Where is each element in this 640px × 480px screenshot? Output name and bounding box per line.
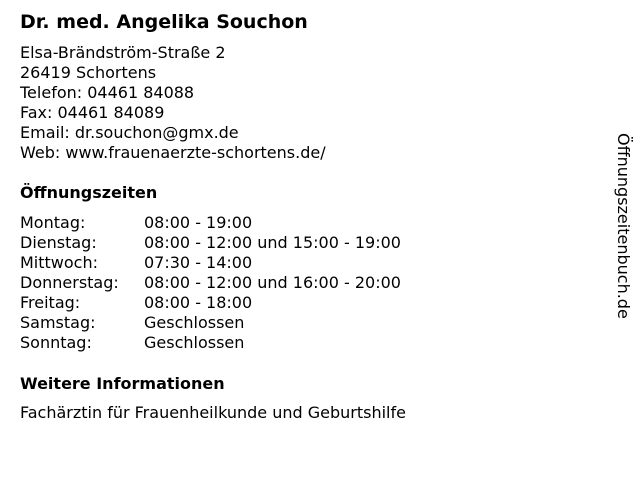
hours-row-sunday: [20, 333, 401, 353]
info-heading: Weitere Informationen: [20, 374, 225, 393]
hours-time: 08:00 - 18:00: [144, 293, 253, 312]
hours-time: 07:30 - 14:00: [144, 253, 253, 272]
hours-day: Dienstag:: [20, 233, 97, 252]
opening-hours-table: [20, 213, 401, 353]
watermark-text: Öffnungszeitenbuch.de: [614, 133, 633, 319]
address-city: 26419 Schortens: [20, 63, 157, 82]
address-street: Elsa-Brändström-Straße 2: [20, 43, 226, 62]
hours-row-saturday: [20, 313, 401, 333]
contact-block: [20, 43, 326, 163]
hours-day: Montag:: [20, 213, 86, 232]
hours-row-monday: [20, 213, 401, 233]
hours-row-tuesday: [20, 233, 401, 253]
fax-number: Fax: 04461 84089: [20, 103, 165, 122]
hours-day: Freitag:: [20, 293, 81, 312]
hours-time: 08:00 - 19:00: [144, 213, 253, 232]
hours-time: Geschlossen: [144, 313, 245, 332]
hours-day: Donnerstag:: [20, 273, 119, 292]
info-text: Fachärztin für Frauenheilkunde und Geburtshilfe: [20, 403, 406, 422]
hours-time: Geschlossen: [144, 333, 245, 352]
doctor-name: Dr. med. Angelika Souchon: [20, 11, 308, 33]
hours-day: Sonntag:: [20, 333, 92, 352]
phone-number: Telefon: 04461 84088: [20, 83, 195, 102]
website-link: Web: www.frauenaerzte-schortens.de/: [20, 143, 326, 162]
hours-row-wednesday: [20, 253, 401, 273]
hours-day: Mittwoch:: [20, 253, 98, 272]
hours-row-thursday: [20, 273, 401, 293]
hours-day: Samstag:: [20, 313, 96, 332]
hours-heading: Öffnungszeiten: [20, 183, 158, 202]
email-address: Email: dr.souchon@gmx.de: [20, 123, 239, 142]
hours-time: 08:00 - 12:00 und 16:00 - 20:00: [144, 273, 401, 292]
hours-time: 08:00 - 12:00 und 15:00 - 19:00: [144, 233, 401, 252]
hours-row-friday: [20, 293, 401, 313]
